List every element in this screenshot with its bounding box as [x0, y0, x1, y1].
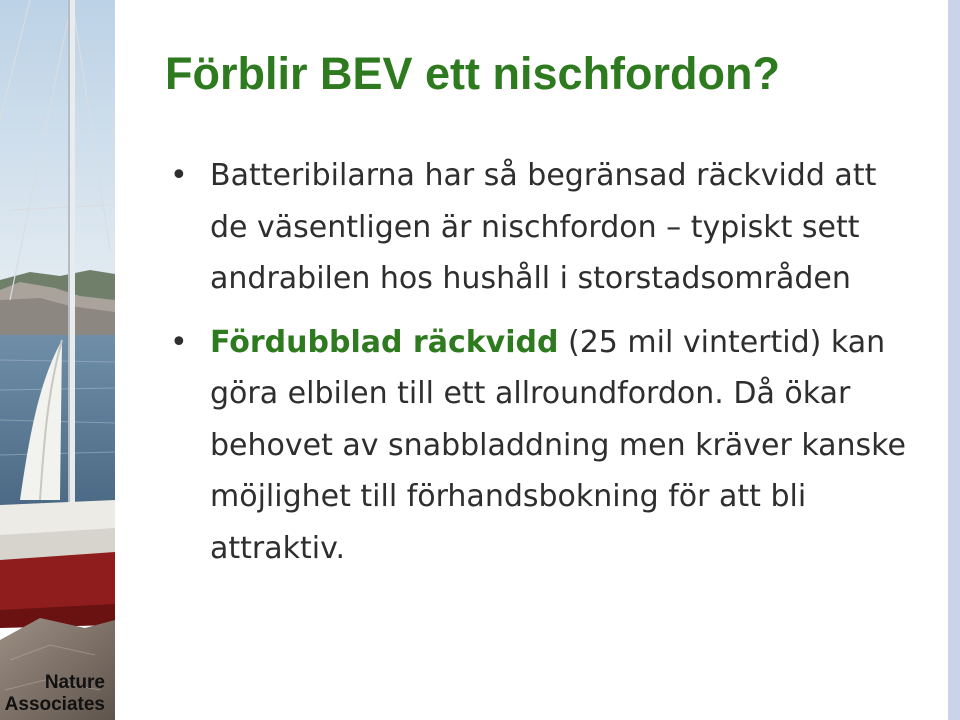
logo-line-1: Nature — [44, 672, 105, 693]
bullet-2-emphasis: Fördubblad räckvidd — [210, 324, 559, 360]
bullet-dot-icon: • — [170, 324, 188, 360]
bullet-list — [170, 150, 915, 586]
bullet-1-text: Batteribilarna har så begränsad räckvidd att de väsentligen är nischfordon – typiskt sett andrabilen hos hushåll i storstadsområden — [210, 158, 877, 296]
bullet-dot-icon: • — [170, 158, 188, 193]
accent-bar — [948, 0, 960, 720]
bullet-item-1 — [170, 150, 915, 305]
logo-line-2: Associates — [4, 694, 105, 715]
nature-associates-logo — [0, 672, 115, 716]
slide-title: Förblir BEV ett nischfordon? — [165, 48, 780, 99]
bullet-2-text: (25 mil vintertid) kan göra elbilen till ett allroundfordon. Då ökar behovet av snabbladdning men kräver kanske möjlighet till förhandsbokning för att bli attraktiv. — [210, 324, 906, 566]
sailboat-photo — [0, 0, 115, 720]
bullet-item-2 — [170, 317, 915, 575]
